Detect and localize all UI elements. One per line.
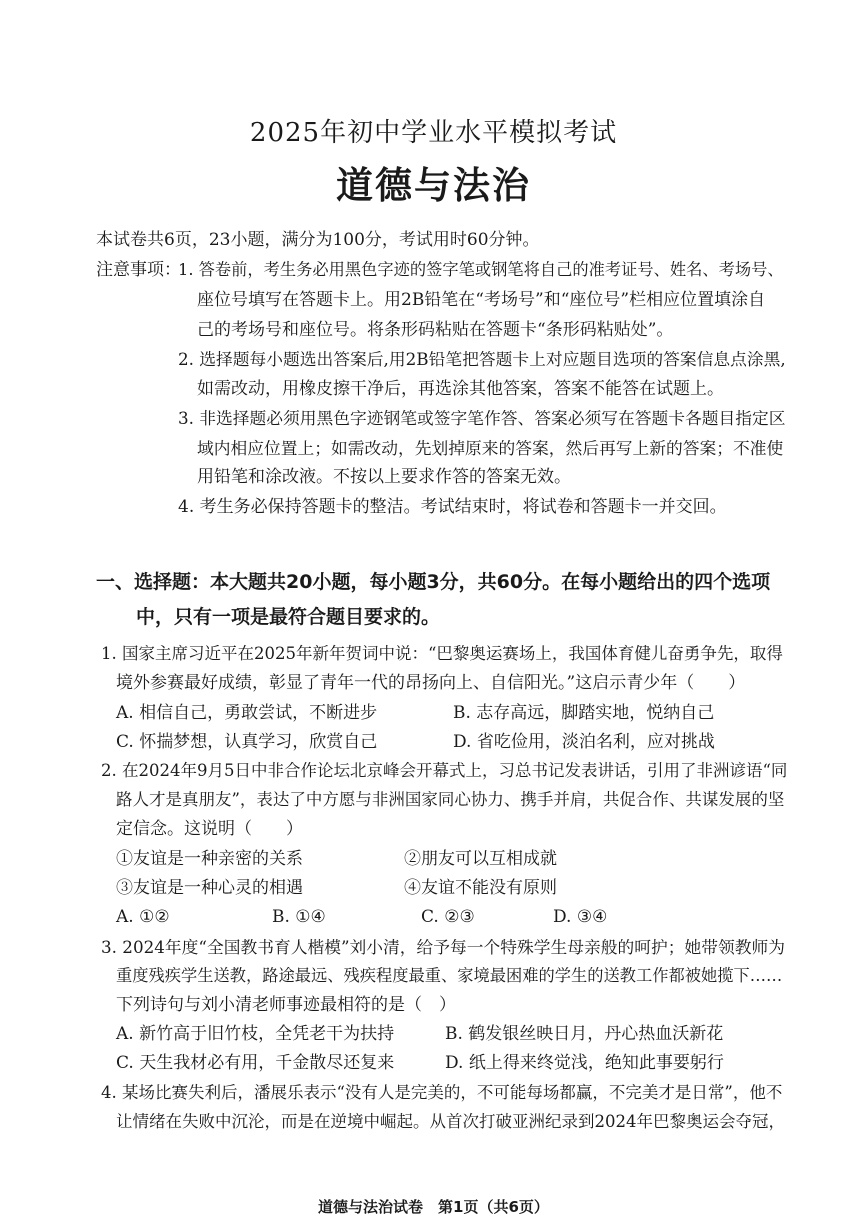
notice-label: 注意事项： bbox=[96, 260, 181, 280]
q2-option-c: C. ②③ bbox=[421, 907, 475, 927]
q3-stem-line-1: 3. 2024年度“全国教书育人楷模”刘小清，给予每一个特殊学生母亲般的呵护；她带领教师为 bbox=[101, 937, 786, 957]
notice-item-3-line-3: 用铅笔和涂改液。不按以上要求作答的答案无效。 bbox=[197, 467, 571, 487]
q3-stem-line-2: 重度残疾学生送教，路途最远、残疾程度最重、家境最困难的学生的送教工作都被她揽下…… bbox=[116, 966, 783, 985]
q2-stem-line-2: 路人才是真朋友”，表达了中方愿与非洲国家同心协力、携手并肩，共促合作、共谋发展的坚 bbox=[116, 790, 785, 809]
notice-item-1-line-2: 座位号填写在答题卡上。用2B铅笔在“考场号”和“座位号”栏相应位置填涂自 bbox=[197, 290, 766, 310]
q2-statement-2: ②朋友可以互相成就 bbox=[404, 849, 557, 869]
q2-statement-4: ④友谊不能没有原则 bbox=[404, 878, 557, 898]
q1-option-d: D. 省吃俭用，淡泊名利，应对挑战 bbox=[453, 732, 715, 752]
notice-item-3-line-2: 域内相应位置上；如需改动，先划掉原来的答案，然后再写上新的答案；不准使 bbox=[197, 438, 784, 458]
exam-intro: 本试卷共6页，23小题，满分为100分，考试用时60分钟。 bbox=[96, 230, 540, 250]
notice-item-3-line-1: 3. 非选择题必须用黑色字迹钢笔或签字笔作答、答案必须写在答题卡各题目指定区 bbox=[178, 408, 786, 428]
q2-statement-3: ③友谊是一种心灵的相遇 bbox=[116, 878, 303, 898]
notice-item-2-line-1: 2. 选择题每小题选出答案后,用2B铅笔把答题卡上对应题目选项的答案信息点涂黑, bbox=[178, 349, 786, 369]
q3-option-d: D. 纸上得来终觉浅，绝知此事要躬行 bbox=[445, 1053, 724, 1073]
q1-stem-line-1: 1. 国家主席习近平在2025年新年贺词中说：“巴黎奥运赛场上，我国体育健儿奋勇争先，取得 bbox=[101, 644, 783, 663]
notice-item-4-line-1: 4. 考生务必保持答题卡的整洁。考试结束时，将试卷和答题卡一并交回。 bbox=[178, 497, 727, 517]
q2-option-a: A. ①② bbox=[116, 907, 170, 927]
notice-item-1-line-1: 1. 答卷前，考生务必用黑色字迹的签字笔或钢笔将自己的准考证号、姓名、考场号、 bbox=[178, 260, 784, 279]
q1-option-b: B. 志存高远，脚踏实地，悦纳自己 bbox=[453, 703, 715, 723]
q4-stem-line-1: 4. 某场比赛失利后，潘展乐表示“没有人是完美的，不可能每场都赢，不完美才是日常”，他不 bbox=[101, 1083, 783, 1102]
page-footer: 道德与法治试卷 第1页（共6页） bbox=[318, 1198, 549, 1216]
notice-item-1-line-3: 己的考场号和座位号。将条形码粘贴在答题卡“条形码粘贴处”。 bbox=[197, 320, 674, 340]
q3-option-a: A. 新竹高于旧竹枝，全凭老干为扶持 bbox=[116, 1024, 395, 1044]
section-1-heading-cont: 中，只有一项是最符合题目要求的。 bbox=[136, 606, 441, 628]
q3-option-c: C. 天生我材必有用，千金散尽还复来 bbox=[116, 1053, 395, 1073]
subject-title: 道德与法治 bbox=[336, 164, 531, 207]
section-1-heading: 一、选择题：本大题共20小题，每小题3分，共60分。在每小题给出的四个选项 bbox=[96, 571, 771, 593]
q2-option-b: B. ①④ bbox=[272, 907, 326, 927]
q2-statement-1: ①友谊是一种亲密的关系 bbox=[116, 849, 303, 869]
q2-stem-line-1: 2. 在2024年9月5日中非合作论坛北京峰会开幕式上，习总书记发表讲话，引用了非洲谚语“同 bbox=[101, 761, 788, 780]
q1-stem-line-2: 境外参赛最好成绩，彰显了青年一代的昂扬向上、自信阳光。”这启示青少年（ ） bbox=[116, 673, 746, 693]
q2-stem-line-3: 定信念。这说明（ ） bbox=[116, 819, 303, 839]
q1-option-c: C. 怀揣梦想，认真学习，欣赏自己 bbox=[116, 732, 378, 752]
notice-item-2-line-2: 如需改动，用橡皮擦干净后，再选涂其他答案，答案不能答在试题上。 bbox=[197, 379, 724, 399]
q2-option-d: D. ③④ bbox=[553, 907, 608, 927]
exam-title: 2025年初中学业水平模拟考试 bbox=[249, 118, 618, 148]
q4-stem-line-2: 让情绪在失败中沉沦，而是在逆境中崛起。从首次打破亚洲纪录到2024年巴黎奥运会夺冠， bbox=[116, 1112, 785, 1131]
q1-option-a: A. 相信自己，勇敢尝试，不断进步 bbox=[116, 703, 378, 723]
q3-option-b: B. 鹤发银丝映日月，丹心热血沃新花 bbox=[445, 1024, 724, 1044]
q3-stem-line-3: 下列诗句与刘小清老师事迹最相符的是（ ） bbox=[116, 995, 456, 1015]
